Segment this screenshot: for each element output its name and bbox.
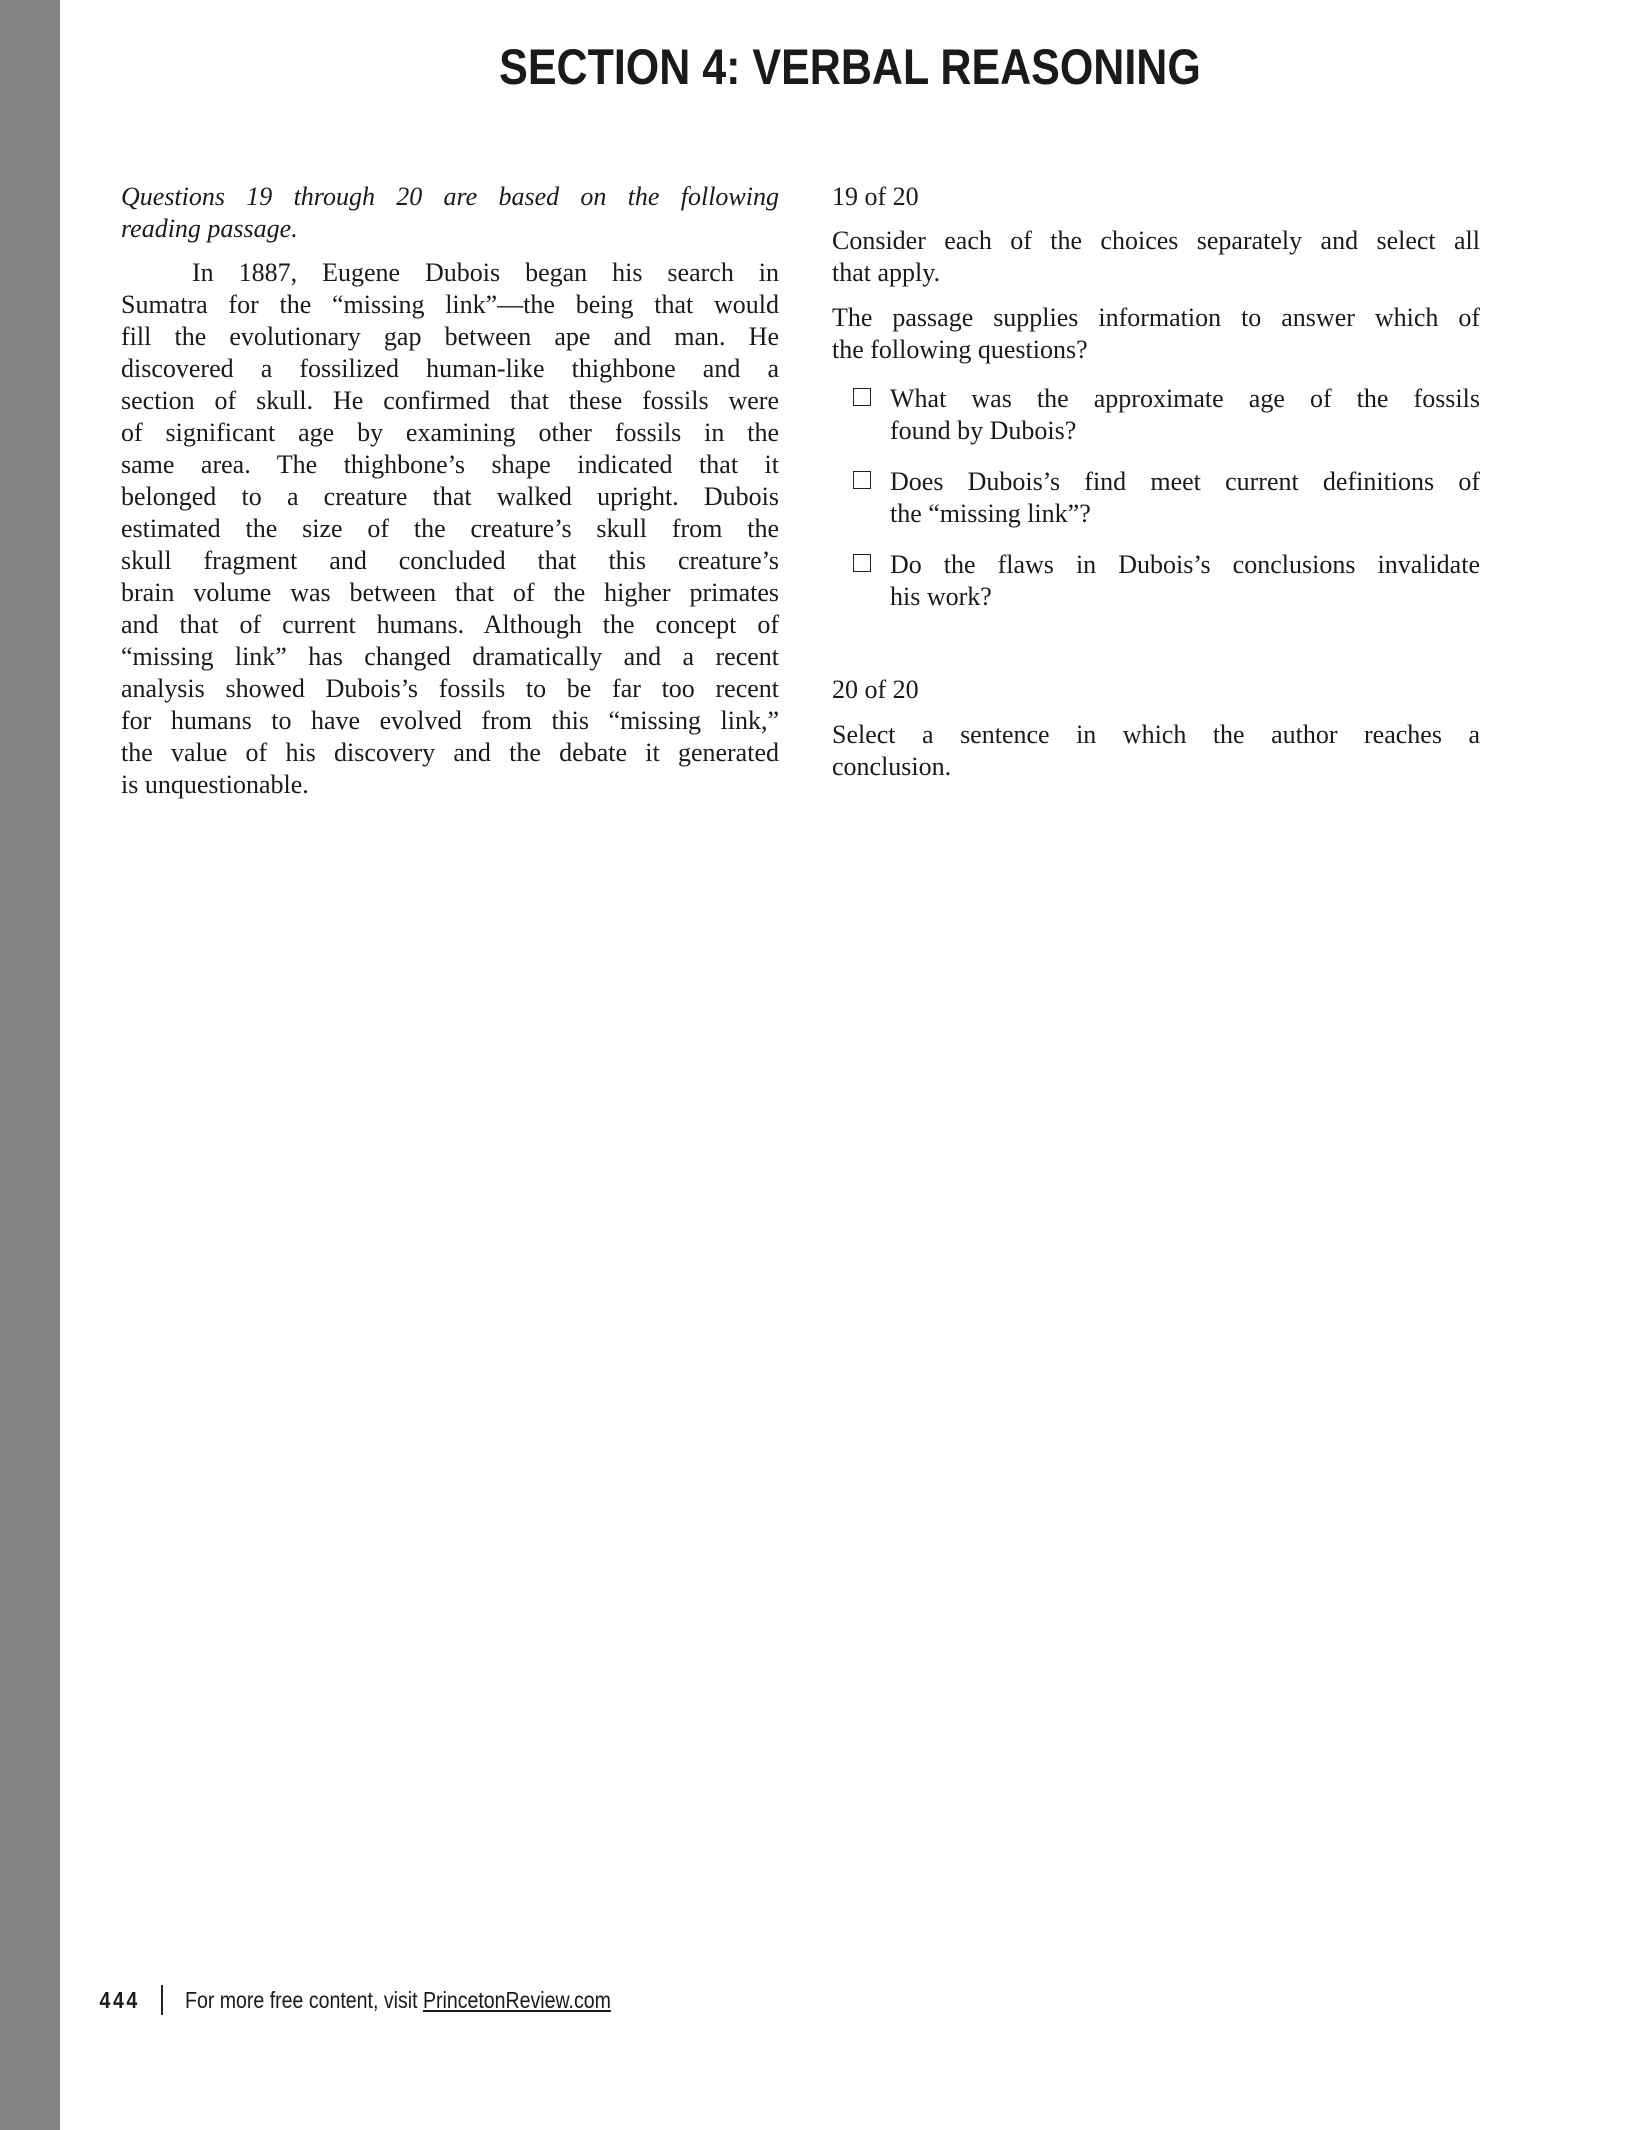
option-text: Do the flaws in Dubois’s conclusions invalidate: [890, 550, 1480, 579]
passage-line: skull fragment and concluded that this creature’s: [121, 546, 779, 575]
prompt-line: the following questions?: [832, 335, 1088, 364]
passage-line: for humans to have evolved from this “missing link,”: [121, 706, 779, 735]
reading-passage: [121, 257, 779, 801]
page-footer: [96, 1985, 686, 2015]
passage-line: estimated the size of the creature’s skull from the: [121, 514, 779, 543]
passage-line: belonged to a creature that walked upright. Dubois: [121, 482, 779, 511]
page-number: 444: [99, 1986, 140, 2013]
question-number: 20 of 20: [832, 675, 919, 704]
question-19-number: [832, 181, 1480, 213]
passage-line: In 1887, Eugene Dubois began his search in: [192, 258, 779, 287]
footer-label: For more free content, visit: [184, 1986, 423, 2013]
passage-line: Sumatra for the “missing link”—the being that would: [121, 290, 779, 319]
passage-line: section of skull. He confirmed that these fossils were: [121, 386, 779, 415]
option-text: Does Dubois’s find meet current definitions of: [890, 467, 1480, 496]
page-edge-bar: [0, 0, 60, 2130]
passage-line: analysis showed Dubois’s fossils to be far too recent: [121, 674, 779, 703]
question-number: 19 of 20: [832, 182, 919, 211]
option-text: his work?: [890, 582, 992, 611]
section-title: SECTION 4: VERBAL REASONING: [499, 39, 1201, 95]
passage-intro: [121, 181, 779, 245]
passage-line: is unquestionable.: [121, 770, 309, 799]
passage-line: brain volume was between that of the higher primates: [121, 578, 779, 607]
checkbox[interactable]: [853, 471, 871, 489]
option-text: the “missing link”?: [890, 499, 1091, 528]
question-20-prompt: [832, 719, 1480, 783]
prompt-line: The passage supplies information to answer which of: [832, 303, 1480, 332]
question-19-instruction: [832, 225, 1480, 289]
prompt-line: conclusion.: [832, 752, 952, 781]
question-20-number: [832, 674, 1480, 706]
option-text: What was the approximate age of the fossils: [890, 384, 1480, 413]
footer-text: [185, 1987, 611, 2014]
passage-line: of significant age by examining other fossils in the: [121, 418, 779, 447]
question-19-prompt: [832, 302, 1480, 366]
passage-line: same area. The thighbone’s shape indicated that it: [121, 450, 779, 479]
option-text: found by Dubois?: [890, 416, 1077, 445]
passage-line: the value of his discovery and the debate it generated: [121, 738, 779, 767]
instruction-line: Consider each of the choices separately and select all: [832, 226, 1480, 255]
passage-line: and that of current humans. Although the concept of: [121, 610, 779, 639]
passage-line: fill the evolutionary gap between ape and man. He: [121, 322, 779, 351]
prompt-line: Select a sentence in which the author reaches a: [832, 720, 1480, 749]
intro-line: Questions 19 through 20 are based on the following: [121, 182, 779, 211]
checkbox[interactable]: [853, 554, 871, 572]
instruction-line: that apply.: [832, 258, 941, 287]
checkbox[interactable]: [853, 388, 871, 406]
passage-line: discovered a fossilized human-like thighbone and a: [121, 354, 779, 383]
passage-line: “missing link” has changed dramatically and a recent: [121, 642, 779, 671]
princeton-review-link[interactable]: PrincetonReview.com: [422, 1986, 611, 2013]
footer-divider: [161, 1985, 163, 2015]
intro-line: reading passage.: [121, 214, 298, 243]
